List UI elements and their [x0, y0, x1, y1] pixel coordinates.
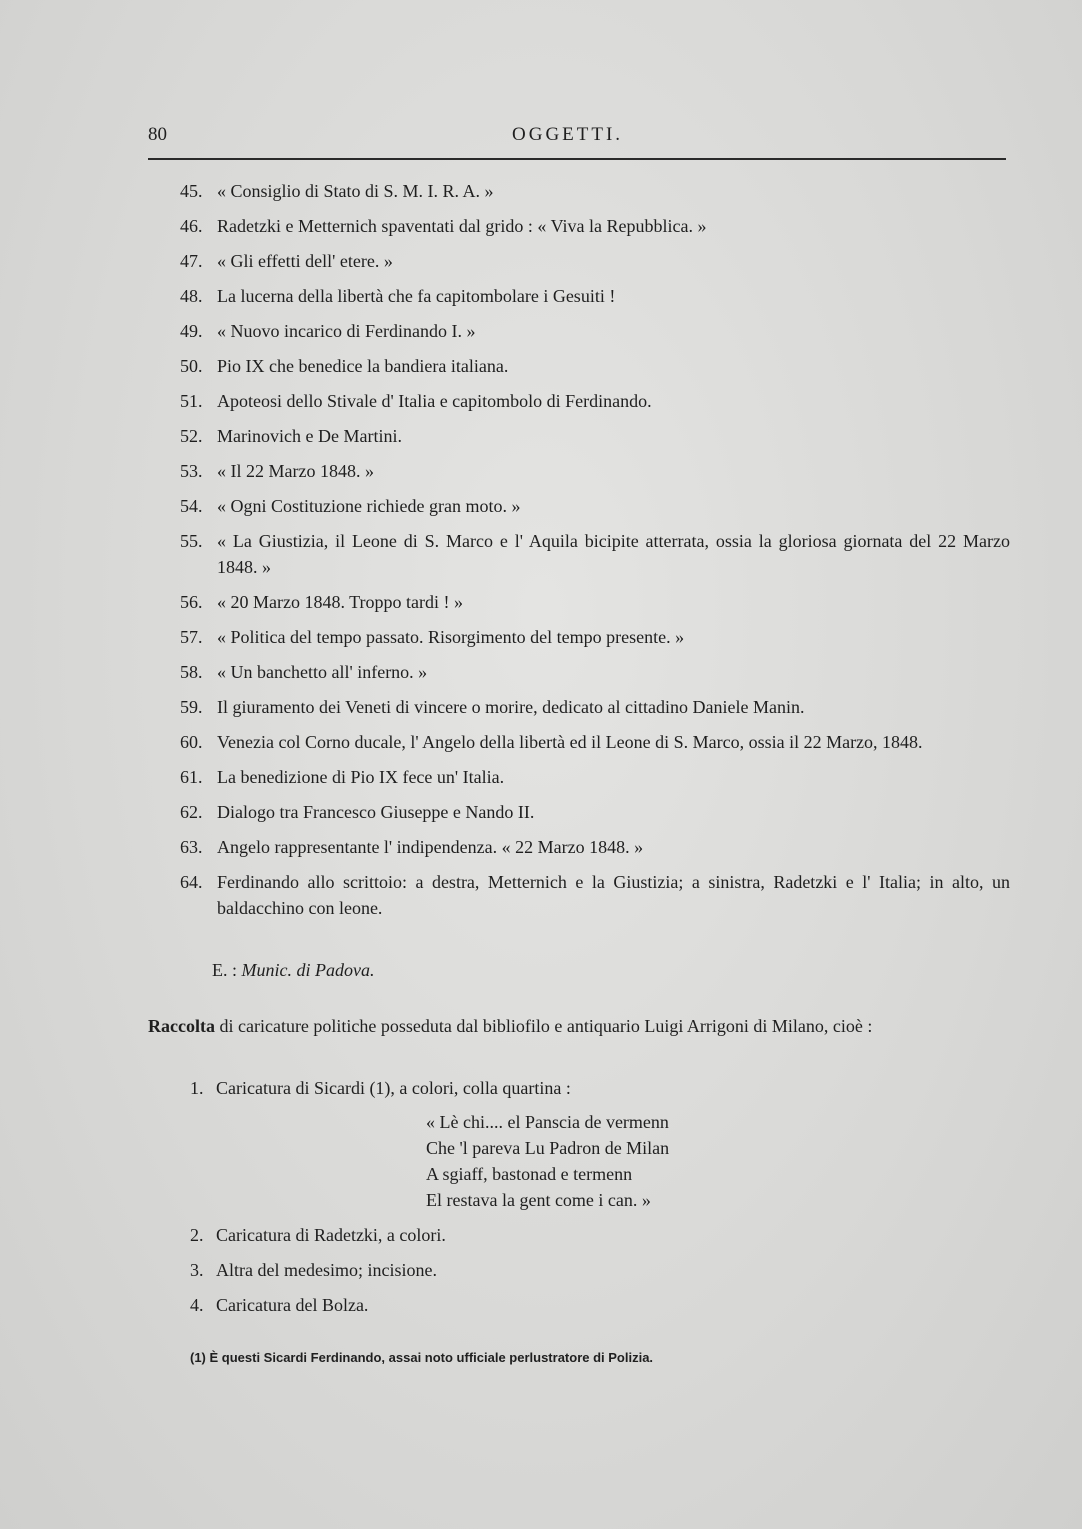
item-text: Caricatura di Sicardi (1), a colori, colla quartina :	[216, 1078, 571, 1098]
footnote: (1) È questi Sicardi Ferdinando, assai noto ufficiale perlustratore di Polizia.	[190, 1350, 654, 1365]
source-name: Munic. di Padova.	[241, 960, 375, 980]
list-item	[180, 353, 1010, 379]
running-title: OGGETTI.	[512, 124, 624, 145]
list-item	[180, 213, 1010, 239]
item-number: 52.	[180, 426, 203, 446]
verse-line: « Lè chi.... el Panscia de vermenn	[426, 1112, 669, 1132]
item-number: 53.	[180, 461, 203, 481]
list-item	[180, 493, 1010, 519]
list-item	[180, 388, 1010, 414]
item-text: Caricatura di Radetzki, a colori.	[216, 1225, 446, 1245]
item-number: 1.	[190, 1078, 204, 1098]
item-text: Dialogo tra Francesco Giuseppe e Nando II.	[217, 802, 535, 822]
verse-line: El restava la gent come i can. »	[426, 1190, 651, 1210]
item-text: Radetzki e Metternich spaventati dal grido : « Viva la Repubblica. »	[217, 216, 707, 236]
item-number: 50.	[180, 356, 203, 376]
item-text: Caricatura del Bolza.	[216, 1295, 369, 1315]
list-item	[190, 1075, 1010, 1101]
list-item	[180, 248, 1010, 274]
collection-lead: Raccolta	[148, 1016, 215, 1036]
item-text: Pio IX che benedice la bandiera italiana.	[217, 356, 509, 376]
collection-paragraph	[148, 1013, 1008, 1039]
item-text: Marinovich e De Martini.	[217, 426, 402, 446]
list-item	[180, 458, 1010, 484]
item-text: « Nuovo incarico di Ferdinando I. »	[217, 321, 476, 341]
list-item	[180, 659, 1010, 685]
list-item	[180, 694, 1010, 720]
item-text: Il giuramento dei Veneti di vincere o morire, dedicato al cittadino Daniele Manin.	[217, 697, 805, 717]
item-number: 4.	[190, 1295, 204, 1315]
quatrain	[426, 1109, 669, 1213]
item-text: « Consiglio di Stato di S. M. I. R. A. »	[217, 181, 494, 201]
list-item	[180, 283, 1010, 309]
item-text: Altra del medesimo; incisione.	[216, 1260, 437, 1280]
item-number: 62.	[180, 802, 203, 822]
header-rule	[148, 158, 1006, 160]
item-number: 57.	[180, 627, 203, 647]
list-item	[180, 729, 1010, 755]
item-number: 61.	[180, 767, 203, 787]
list-item	[180, 799, 1010, 825]
item-number: 54.	[180, 496, 203, 516]
item-number: 3.	[190, 1260, 204, 1280]
list-item	[180, 834, 1010, 860]
item-list	[180, 178, 1010, 930]
list-item	[190, 1257, 1010, 1283]
item-number: 49.	[180, 321, 203, 341]
item-text: « La Giustizia, il Leone di S. Marco e l' Aquila bicipite atterrata, ossia la gloriosa giornata del 22 Marzo 1848. »	[217, 531, 1010, 577]
list-item	[180, 178, 1010, 204]
item-number: 2.	[190, 1225, 204, 1245]
item-text: « Ogni Costituzione richiede gran moto. »	[217, 496, 521, 516]
item-number: 48.	[180, 286, 203, 306]
item-text: Angelo rappresentante l' indipendenza. « 22 Marzo 1848. »	[217, 837, 644, 857]
item-number: 51.	[180, 391, 203, 411]
item-text: « Un banchetto all' inferno. »	[217, 662, 428, 682]
item-text: La benedizione di Pio IX fece un' Italia.	[217, 767, 505, 787]
item-number: 60.	[180, 732, 203, 752]
list-item	[180, 869, 1010, 921]
verse-line: Che 'l pareva Lu Padron de Milan	[426, 1138, 670, 1158]
item-text: Venezia col Corno ducale, l' Angelo della libertà ed il Leone di S. Marco, ossia il 22 Marzo, 1848.	[217, 732, 923, 752]
list-item	[180, 589, 1010, 615]
collection-text: di caricature politiche posseduta dal bibliofilo e antiquario Luigi Arrigoni di Milano, cioè :	[214, 1016, 873, 1036]
page-header	[148, 124, 1006, 152]
list-item	[180, 624, 1010, 650]
item-text: « 20 Marzo 1848. Troppo tardi ! »	[217, 592, 463, 612]
item-number: 46.	[180, 216, 203, 236]
item-text: Apoteosi dello Stivale d' Italia e capitombolo di Ferdinando.	[217, 391, 652, 411]
page-number: 80	[148, 124, 167, 145]
item-text: « Politica del tempo passato. Risorgimento del tempo presente. »	[217, 627, 685, 647]
item-number: 63.	[180, 837, 203, 857]
source-note	[212, 960, 374, 981]
source-prefix: E. :	[212, 960, 242, 980]
item-number: 64.	[180, 872, 203, 892]
item-text: « Gli effetti dell' etere. »	[217, 251, 393, 271]
item-number: 47.	[180, 251, 203, 271]
item-text: Ferdinando allo scrittoio: a destra, Metternich e la Giustizia; a sinistra, Radetzki e l' Italia; in alto, un baldacchino con leone.	[217, 872, 1010, 918]
item-number: 59.	[180, 697, 203, 717]
list-item	[180, 528, 1010, 580]
collection-list-continued	[190, 1222, 1010, 1327]
item-number: 55.	[180, 531, 203, 551]
verse-line: A sgiaff, bastonad e termenn	[426, 1164, 633, 1184]
list-item	[180, 423, 1010, 449]
list-item	[180, 318, 1010, 344]
collection-list	[190, 1075, 1010, 1110]
list-item	[190, 1222, 1010, 1248]
item-text: La lucerna della libertà che fa capitombolare i Gesuiti !	[217, 286, 616, 306]
item-number: 56.	[180, 592, 203, 612]
list-item	[180, 764, 1010, 790]
item-number: 58.	[180, 662, 203, 682]
item-number: 45.	[180, 181, 203, 201]
list-item	[190, 1292, 1010, 1318]
item-text: « Il 22 Marzo 1848. »	[217, 461, 374, 481]
